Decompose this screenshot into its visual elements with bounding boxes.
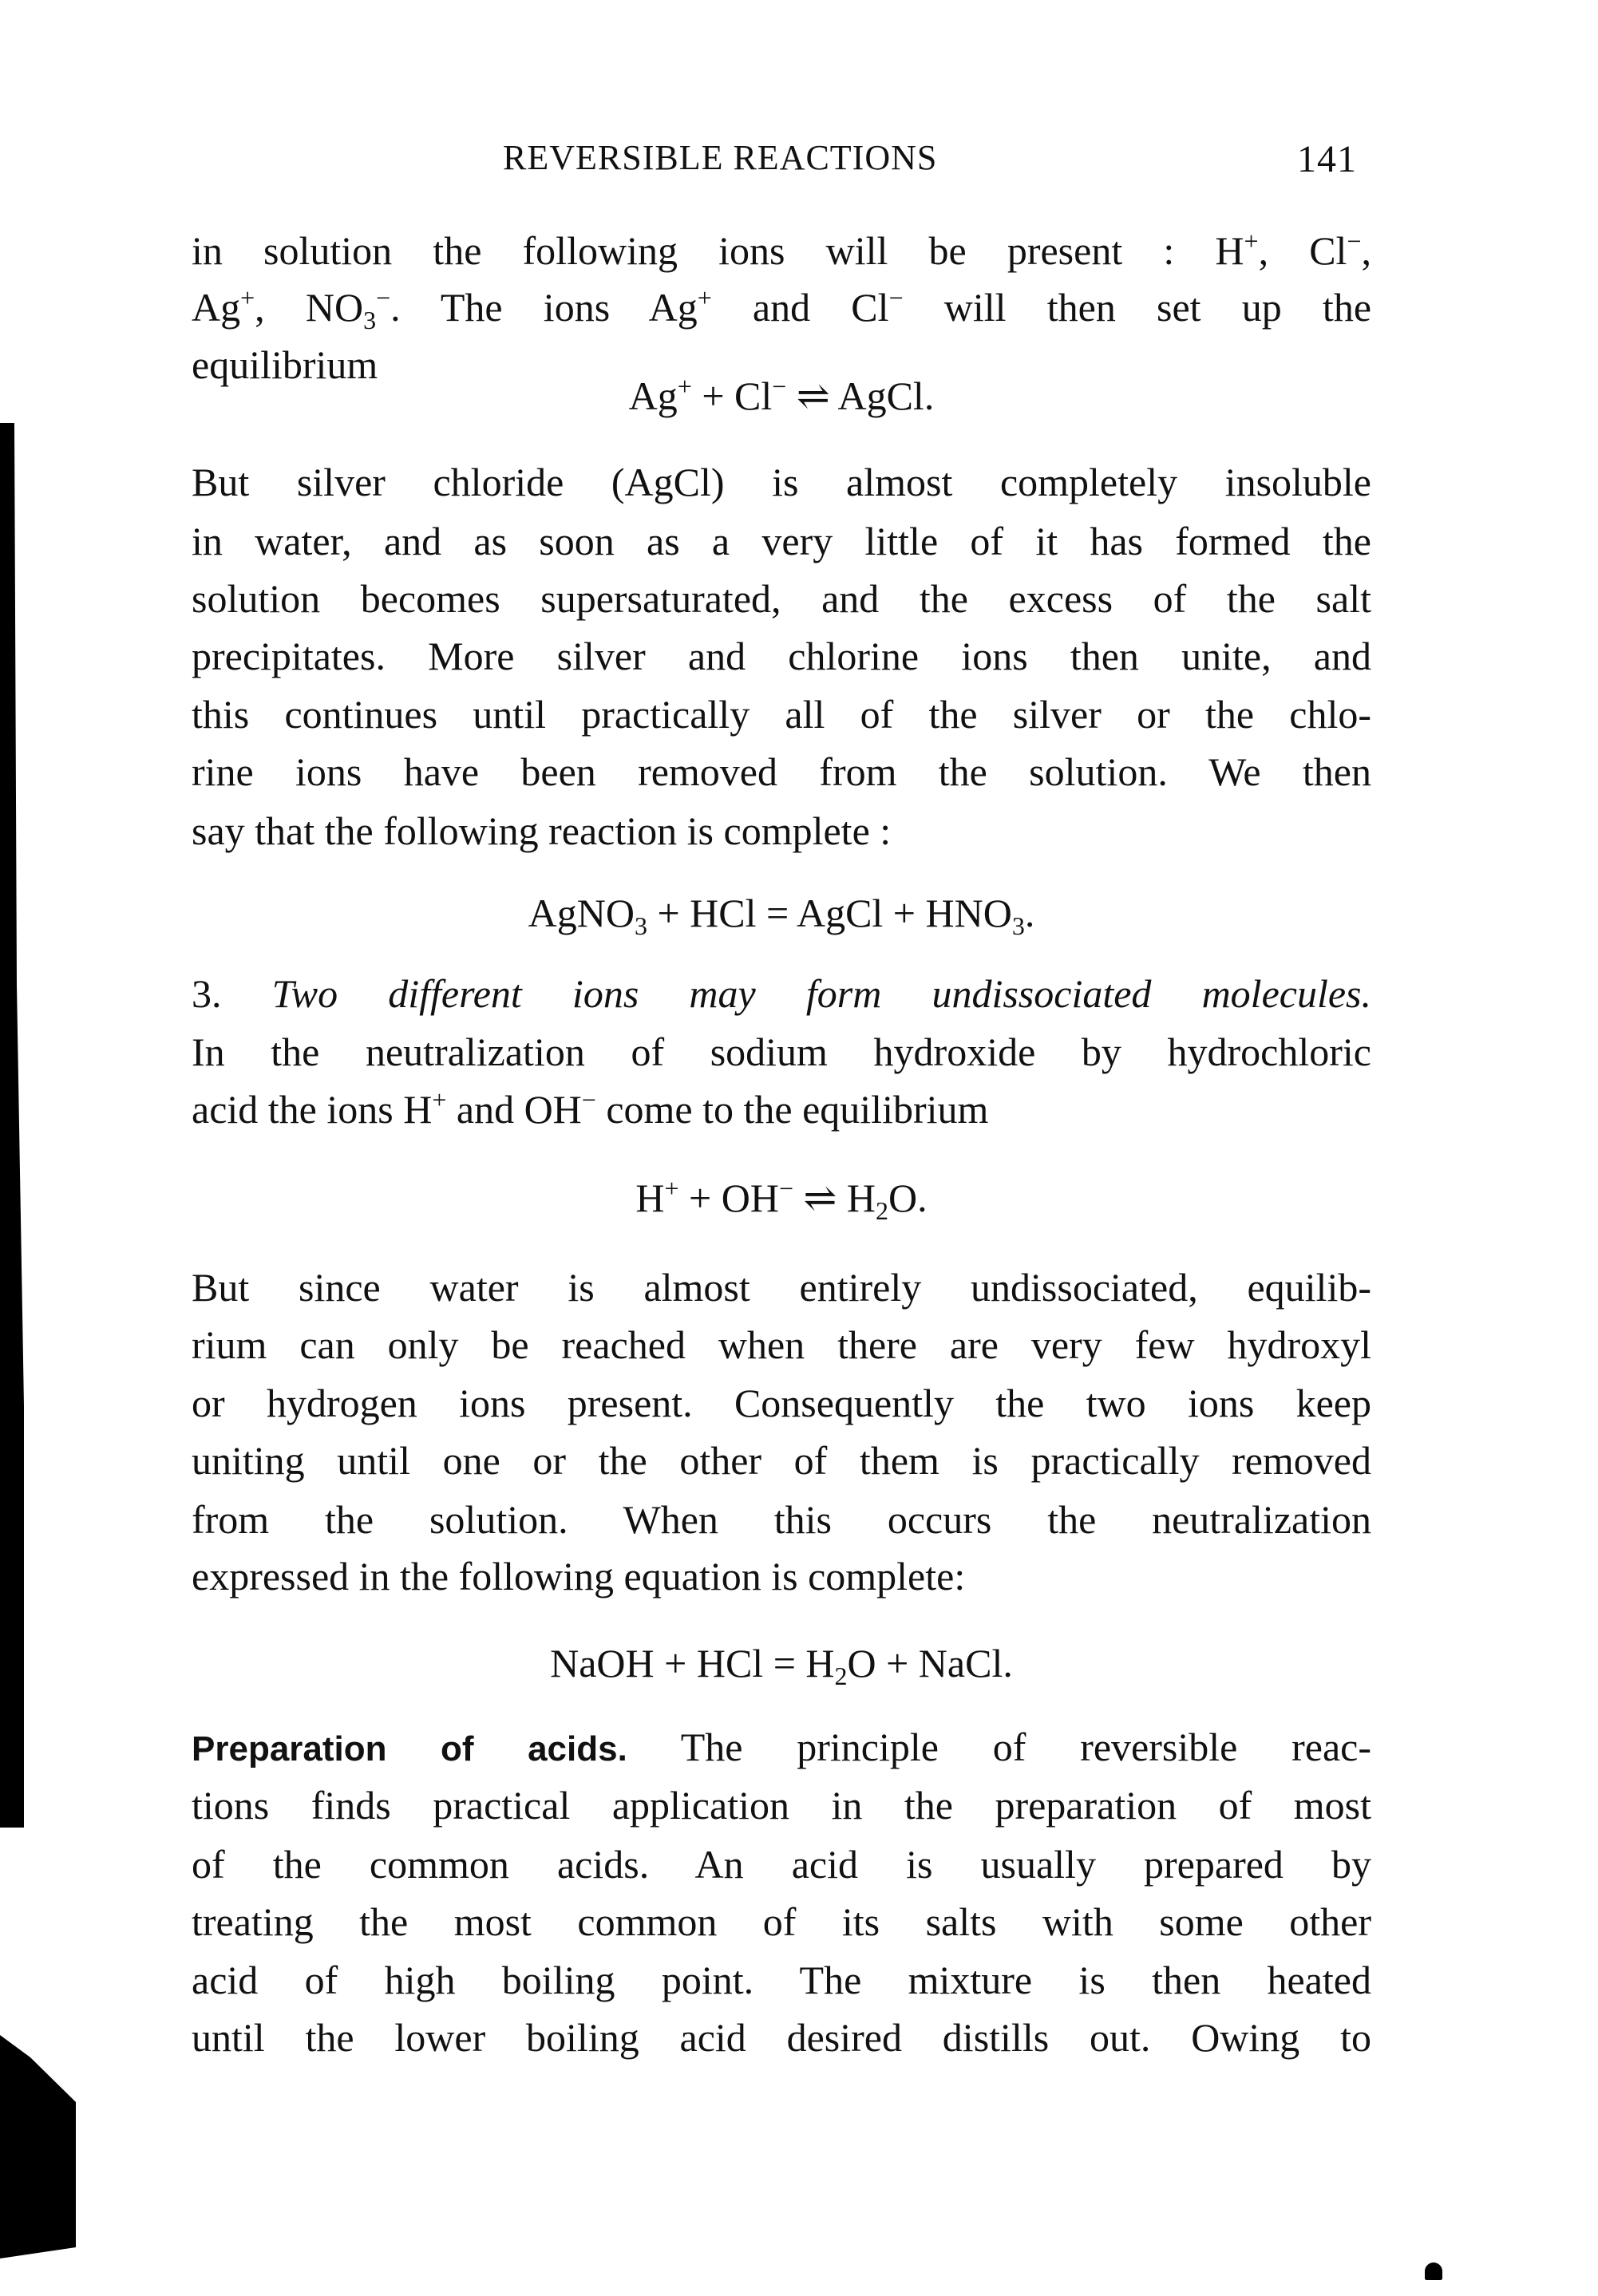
scan-speck	[1425, 2262, 1442, 2280]
supscript: −	[376, 283, 391, 312]
running-title: REVERSIBLE REACTIONS	[503, 138, 938, 177]
text-run: rine ions have been removed from the solution. We then	[192, 749, 1371, 794]
text-line	[192, 1263, 1371, 1311]
text-run: expressed in the following equation is complete:	[192, 1554, 966, 1599]
text-line	[192, 748, 1371, 796]
text-run: + OH	[678, 1176, 779, 1220]
subscript: 3	[363, 306, 377, 334]
text-line	[192, 227, 1371, 275]
text-line	[192, 970, 1371, 1018]
text-line	[192, 807, 1371, 855]
text-run: O + NaCl.	[847, 1641, 1013, 1685]
text-run: until the lower boiling acid desired distills out. Owing to	[192, 2015, 1371, 2060]
text-run: treating the most common of its salts with some other	[192, 1899, 1371, 1944]
equation	[192, 1174, 1371, 1225]
text-run: But since water is almost entirely undissociated, equilib-	[192, 1265, 1371, 1310]
text-run: , NO	[255, 285, 364, 330]
text-line	[192, 1321, 1371, 1369]
text-line	[192, 632, 1371, 680]
text-line	[192, 1781, 1371, 1829]
supscript: −	[888, 283, 904, 312]
text-run: or hydrogen ions present. Consequently the two ions keep	[192, 1381, 1371, 1425]
text-line	[192, 1436, 1371, 1484]
text-line	[192, 1085, 1371, 1133]
text-run: and OH	[446, 1087, 582, 1132]
supscript: +	[677, 372, 692, 401]
text-run: ⇌ H	[793, 1176, 876, 1220]
subscript: 3	[1011, 911, 1025, 940]
subscript: 2	[834, 1662, 848, 1690]
equation	[192, 1639, 1371, 1690]
scan-edge-shadow	[0, 423, 24, 1828]
text-run: + Cl	[691, 373, 773, 418]
text-line	[192, 1898, 1371, 1946]
equation	[192, 889, 1371, 940]
text-line	[192, 283, 1372, 334]
text-run: acid of high boiling point. The mixture is then heated	[192, 1958, 1371, 2002]
text-run: . The ions Ag	[390, 285, 698, 330]
text-line	[192, 575, 1371, 622]
text-line	[192, 1496, 1371, 1543]
text-line	[192, 1723, 1371, 1773]
text-run: and Cl	[711, 285, 889, 330]
page-number: 141	[1297, 138, 1357, 180]
text-run: tions finds practical application in the preparation of most	[192, 1783, 1371, 1828]
text-run: ,	[1361, 228, 1371, 273]
text-line	[192, 1552, 1371, 1600]
text-run: of the common acids. An acid is usually prepared by	[192, 1842, 1371, 1887]
text-run: But silver chloride (AgCl) is almost completely insoluble	[192, 460, 1371, 504]
text-run: ⇌ AgCl.	[786, 373, 935, 418]
italic-heading: Two different ions may form undissociated molecules.	[271, 971, 1371, 1016]
supscript: −	[772, 372, 787, 401]
text-run: 3.	[192, 971, 272, 1016]
supscript: +	[664, 1174, 679, 1203]
text-run: equilibrium	[192, 342, 378, 387]
text-run: .	[1024, 891, 1035, 935]
text-run: O.	[888, 1176, 928, 1220]
text-run: say that the following reaction is complete :	[192, 808, 892, 853]
scan-edge-shadow-lower	[0, 2035, 76, 2258]
text-run: from the solution. When this occurs the neutralization	[192, 1497, 1371, 1542]
text-run: AgNO	[528, 891, 635, 935]
supscript: +	[1244, 227, 1259, 255]
text-run: this continues until practically all of the silver or the chlo-	[192, 692, 1371, 737]
text-run: will then set up the	[903, 285, 1372, 330]
text-run: H	[635, 1176, 665, 1220]
supscript: −	[778, 1174, 793, 1203]
text-line	[192, 517, 1371, 565]
text-run: Ag	[192, 285, 241, 330]
text-run: in solution the following ions will be present : H	[192, 228, 1244, 273]
text-line	[192, 1956, 1371, 2004]
supscript: +	[240, 283, 255, 312]
text-run: Ag	[628, 373, 678, 418]
text-run: In the neutralization of sodium hydroxide by hydrochloric	[192, 1029, 1371, 1074]
text-run: + HCl = AgCl + HNO	[647, 891, 1012, 935]
text-run: solution becomes supersaturated, and the excess of the salt	[192, 576, 1371, 621]
text-line	[192, 2013, 1371, 2061]
supscript: +	[697, 283, 712, 312]
text-run: acid the ions H	[192, 1087, 433, 1132]
text-run: come to the equilibrium	[595, 1087, 989, 1132]
supscript: +	[432, 1085, 447, 1114]
supscript: −	[581, 1085, 596, 1114]
text-run: rium can only be reached when there are very few hydroxyl	[192, 1322, 1371, 1367]
subscript: 2	[876, 1196, 889, 1225]
text-run: precipitates. More silver and chlorine ions then unite, and	[192, 634, 1371, 678]
text-line	[192, 1028, 1371, 1076]
text-line	[192, 458, 1371, 506]
text-run: The principle of reversible reac-	[627, 1725, 1371, 1769]
section-heading: Preparation of acids.	[192, 1729, 627, 1768]
text-line	[192, 1840, 1371, 1888]
equation	[192, 372, 1371, 420]
text-line	[192, 690, 1371, 738]
text-line	[192, 1379, 1371, 1427]
text-run: uniting until one or the other of them is practically removed	[192, 1438, 1371, 1483]
subscript: 3	[634, 911, 647, 940]
supscript: −	[1347, 227, 1362, 255]
text-run: in water, and as soon as a very little of it has formed the	[192, 519, 1371, 563]
text-run: , Cl	[1258, 228, 1347, 273]
text-run: NaOH + HCl = H	[550, 1641, 835, 1685]
